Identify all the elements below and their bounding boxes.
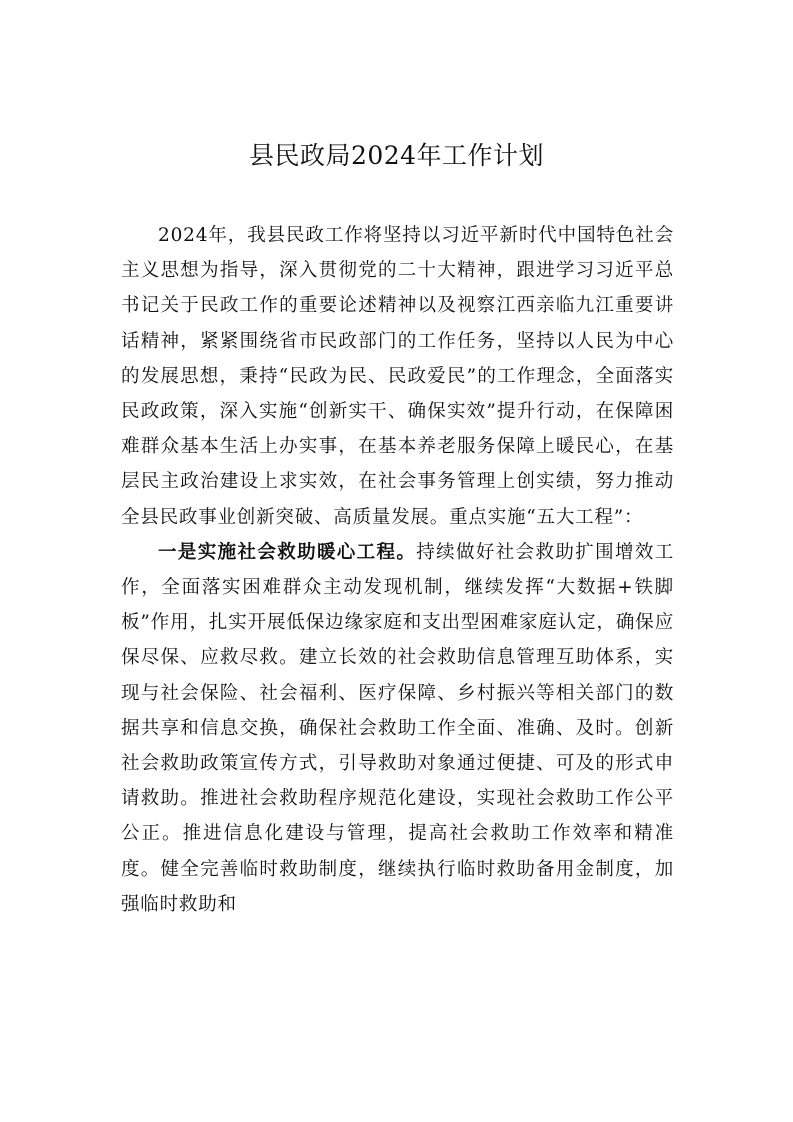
paragraph-lead-heading: 一是实施社会救助暖心工程。 xyxy=(158,541,417,563)
paragraph-intro xyxy=(121,218,674,535)
paragraph-project-one xyxy=(121,535,674,922)
paragraph-text: 2024年，我县民政工作将坚持以习近平新时代中国特色社会主义思想为指导，深入贯彻党的二十大精神，跟进学习习近平总书记关于民政工作的重要论述精神以及视察江西亲临九江重要讲话精神，紧紧围绕省市民政部门的工作任务，坚持以人民为中心的发展思想，秉持“民政为民、民政爱民”的工作理念，全面落实民政政策，深入实施“创新实干、确保实效”提升行动，在保障困难群众基本生活上办实事，在基本养老服务保障上暖民心，在基层民主政治建设上求实效，在社会事务管理上创实绩，努力推动全县民政事业创新突破、高质量发展。重点实施“五大工程”： xyxy=(121,225,674,528)
paragraph-text: 持续做好社会救助扩围增效工作，全面落实困难群众主动发现机制，继续发挥“大数据+铁脚板”作用，扎实开展低保边缘家庭和支出型困难家庭认定，确保应保尽保、应救尽救。建立长效的社会救助信息管理互助体系，实现与社会保险、社会福利、医疗保障、乡村振兴等相关部门的数据共享和信息交换，确保社会救助工作全面、准确、及时。创新社会救助政策宣传方式，引导救助对象通过便捷、可及的形式申请救助。推进社会救助程序规范化建设，实现社会救助工作公平公正。推进信息化建设与管理，提高社会救助工作效率和精准度。健全完善临时救助制度，继续执行临时救助备用金制度，加强临时救助和 xyxy=(121,541,674,915)
document-title: 县民政局2024年工作计划 xyxy=(248,141,545,170)
document-body xyxy=(121,218,674,922)
